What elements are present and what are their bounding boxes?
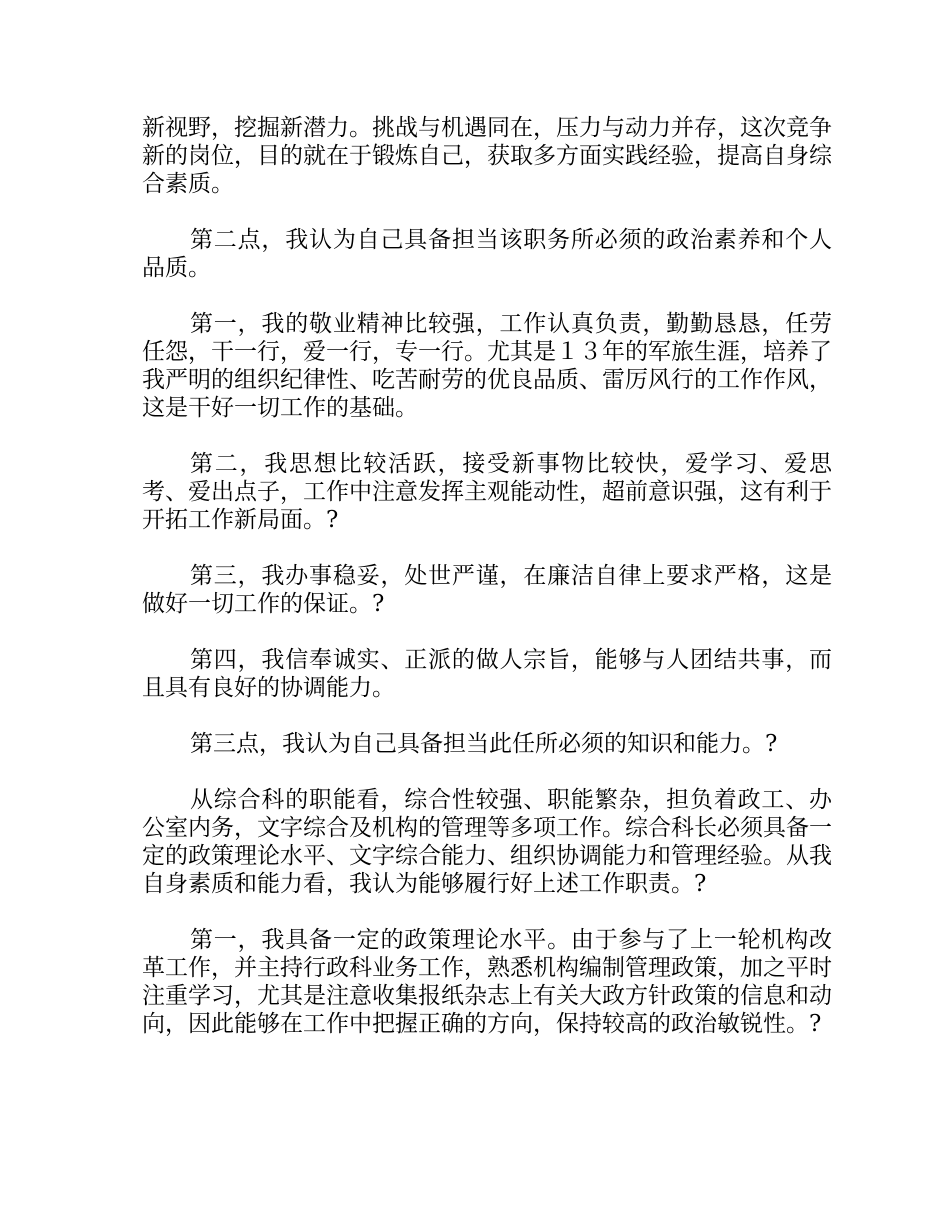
paragraph-prudence: 第三，我办事稳妥，处世严谨，在廉洁自律上要求严格，这是做好一切工作的保证。?: [142, 563, 832, 617]
paragraph-continuation: 新视野，挖掘新潜力。挑战与机遇同在，压力与动力并存，这次竞争新的岗位，目的就在于锻炼自己，获取多方面实践经验，提高自身综合素质。: [142, 115, 832, 197]
paragraph-dedication: 第一，我的敬业精神比较强，工作认真负责，勤勤恳恳，任劳任怨，干一行，爱一行，专一行。尤其是１３年的军旅生涯，培养了我严明的组织纪律性、吃苦耐劳的优良品质、雷厉风行的工作作风，这是干好一切工作的基础。: [142, 311, 832, 421]
paragraph-department-functions: 从综合科的职能看，综合性较强、职能繁杂，担负着政工、办公室内务，文字综合及机构的管理等多项工作。综合科长必须具备一定的政策理论水平、文字综合能力、组织协调能力和管理经验。从我自身素质和能力看，我认为能够履行好上述工作职责。?: [142, 787, 832, 897]
paragraph-point-three-heading: 第三点，我认为自己具备担当此任所必须的知识和能力。?: [190, 731, 778, 757]
document-page: [142, 114, 832, 1066]
paragraph-point-two-heading: 第二点，我认为自己具备担当该职务所必须的政治素养和个人品质。: [142, 227, 832, 281]
paragraph-integrity: 第四，我信奉诚实、正派的做人宗旨，能够与人团结共事，而且具有良好的协调能力。: [142, 647, 832, 701]
paragraph-policy-theory: 第一，我具备一定的政策理论水平。由于参与了上一轮机构改革工作，并主持行政科业务工作，熟悉机构编制管理政策，加之平时注重学习，尤其是注意收集报纸杂志上有关大政方针政策的信息和动向，因此能够在工作中把握正确的方向，保持较高的政治敏锐性。?: [142, 927, 832, 1037]
paragraph-active-thinking: 第二，我思想比较活跃，接受新事物比较快，爱学习、爱思考、爱出点子，工作中注意发挥主观能动性，超前意识强，这有利于开拓工作新局面。?: [142, 451, 832, 533]
